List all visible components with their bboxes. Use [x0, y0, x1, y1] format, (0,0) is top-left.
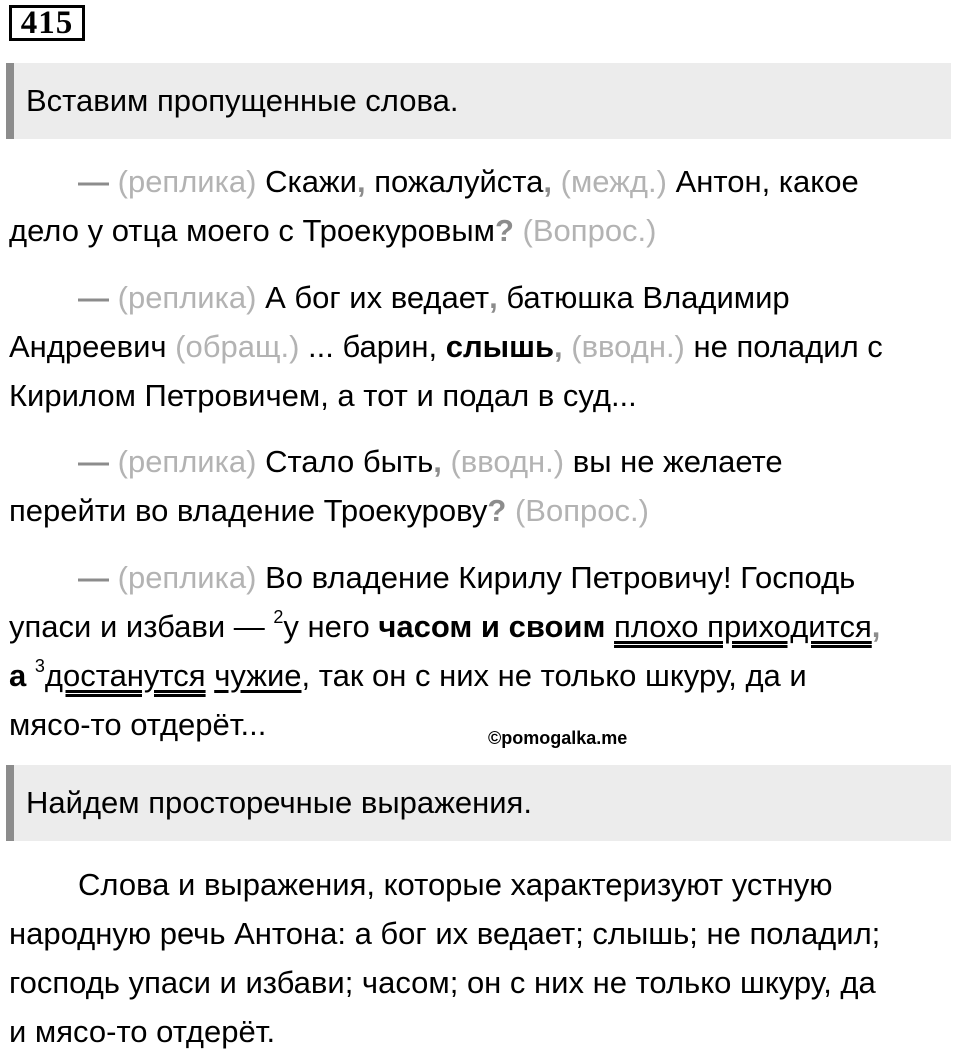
text: дело у отца моего с Троекуровым — [9, 213, 495, 248]
text: Антон, какое — [675, 164, 859, 199]
intro-label: (вводн.) — [450, 444, 565, 479]
text: Слова и выражения, которые характеризуют устную — [78, 867, 833, 902]
replica-label: (реплика) — [117, 164, 257, 199]
superscript-3: 3 — [34, 656, 45, 676]
inserted-comma: , — [357, 164, 366, 199]
text: упаси и избави — — [9, 609, 265, 644]
predicate-underlined: плохо приходится — [614, 609, 872, 644]
text: и мясо-то отдерёт. — [9, 1014, 276, 1049]
text: ... барин, — [308, 329, 438, 364]
text: не поладил с — [693, 329, 883, 364]
address-label: (обращ.) — [175, 329, 300, 364]
subject-underlined: чужие — [214, 658, 302, 693]
inserted-comma: , — [871, 609, 881, 644]
section-heading-colloquial: Найдем просторечные выражения. — [6, 765, 951, 841]
inserted-comma: , — [489, 280, 498, 315]
dialogue-line-3 — [9, 437, 954, 535]
text: господь упаси и избави; часом; он с них не только шкуру, да — [9, 965, 876, 1000]
dialogue-line-4 — [9, 553, 954, 749]
dash: — — [78, 164, 109, 199]
text: Скажи — [265, 164, 357, 199]
text: мясо-то отдерёт... — [9, 707, 267, 742]
exercise-number: 415 — [9, 5, 85, 41]
text: Стало быть — [265, 444, 434, 479]
inserted-comma: , — [554, 329, 563, 364]
conclusion-paragraph — [9, 860, 954, 1056]
bold-conjunction: а — [9, 658, 27, 693]
section-heading-insert-words: Вставим пропущенные слова. — [6, 63, 951, 139]
dialogue-line-2 — [9, 273, 954, 420]
question-label: (Вопрос.) — [514, 493, 649, 528]
dash: — — [78, 560, 109, 595]
question-label: (Вопрос.) — [522, 213, 657, 248]
text: , так он с них не только шкуру, да и — [301, 658, 807, 693]
dialogue-line-1 — [9, 157, 954, 255]
bold-word: слышь — [445, 329, 555, 364]
watermark: ©pomogalka.me — [488, 728, 628, 748]
superscript-2: 2 — [273, 607, 284, 627]
predicate-underlined: достанутся — [44, 658, 206, 693]
text: Во владение Кирилу Петровичу! Господь — [265, 560, 856, 595]
text: пожалуйста — [374, 164, 544, 199]
replica-label: (реплика) — [117, 444, 257, 479]
text: Андреевич — [9, 329, 167, 364]
inserted-question-mark: ? — [487, 493, 507, 528]
dash: — — [78, 444, 109, 479]
replica-label: (реплика) — [117, 280, 257, 315]
bold-phrase: часом и своим — [378, 609, 606, 644]
text: народную речь Антона: а бог их ведает; слышь; не поладил; — [9, 916, 881, 951]
inserted-comma: , — [433, 444, 442, 479]
inserted-comma: , — [543, 164, 553, 199]
inserted-question-mark: ? — [494, 213, 514, 248]
text: батюшка Владимир — [506, 280, 790, 315]
text: Кирилом Петровичем, а тот и подал в суд... — [9, 378, 637, 413]
text: А бог их ведает — [265, 280, 490, 315]
dash: — — [78, 280, 109, 315]
replica-label: (реплика) — [117, 560, 257, 595]
interjection-label: (межд.) — [560, 164, 667, 199]
text: вы не желаете — [572, 444, 783, 479]
intro-label: (вводн.) — [571, 329, 685, 364]
text: перейти во владение Троекурову — [9, 493, 488, 528]
text: у него — [283, 609, 370, 644]
